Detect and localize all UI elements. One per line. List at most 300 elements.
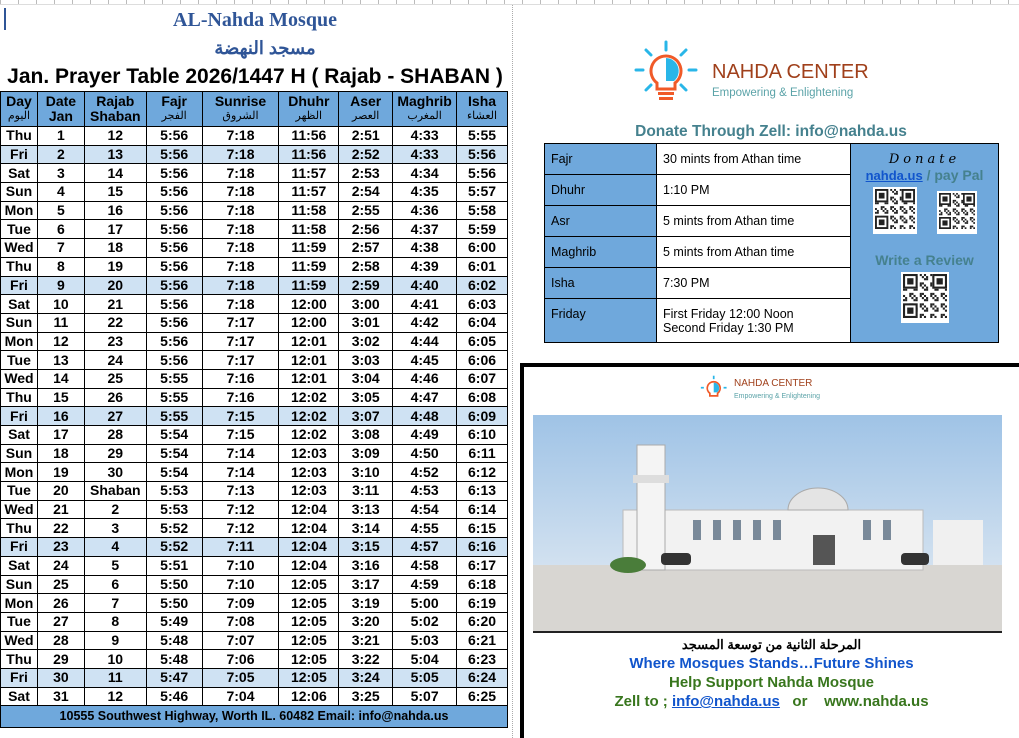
logo-name: NAHDA CENTER — [712, 61, 869, 83]
cell-dhuhr: 12:04 — [279, 519, 339, 538]
col-header-hijri — [84, 92, 146, 127]
cell-fajr: 5:56 — [146, 220, 202, 239]
separator: / — [922, 167, 935, 183]
cell-sunrise: 7:17 — [202, 351, 279, 370]
cell-fajr: 5:51 — [146, 556, 202, 575]
cell-aser: 3:20 — [339, 612, 393, 631]
cell-sunrise: 7:18 — [202, 127, 279, 146]
cell-aser: 3:17 — [339, 575, 393, 594]
cell-dhuhr: 12:01 — [279, 351, 339, 370]
cell-dhuhr: 12:02 — [279, 426, 339, 445]
cell-isha: 5:55 — [457, 127, 508, 146]
iqama-time: 5 mints from Athan time — [657, 206, 851, 237]
col-header-sublabel: Shaban — [90, 108, 141, 124]
cell-day: Wed — [1, 239, 38, 258]
cell-sunrise: 7:17 — [202, 313, 279, 332]
nahda-link[interactable]: nahda.us — [865, 168, 923, 183]
cell-day: Fri — [1, 668, 38, 687]
cell-aser: 3:25 — [339, 687, 393, 706]
small-logo-name: NAHDA CENTER — [734, 378, 813, 389]
cell-sunrise: 7:12 — [202, 519, 279, 538]
cell-day: Thu — [1, 127, 38, 146]
cell-fajr: 5:53 — [146, 482, 202, 501]
cell-date: 24 — [37, 556, 84, 575]
cell-isha: 6:15 — [457, 519, 508, 538]
cell-isha: 6:20 — [457, 612, 508, 631]
cell-sunrise: 7:07 — [202, 631, 279, 650]
cell-maghrib: 4:38 — [393, 239, 457, 258]
cell-date: 23 — [37, 538, 84, 557]
cell-maghrib: 4:46 — [393, 369, 457, 388]
cell-fajr: 5:55 — [146, 388, 202, 407]
cell-aser: 3:04 — [339, 369, 393, 388]
iqama-time: 1:10 PM — [657, 175, 851, 206]
cell-aser: 3:01 — [339, 313, 393, 332]
cell-hijri: 3 — [84, 519, 146, 538]
ruler — [0, 0, 1019, 5]
col-header-sublabel: الشروق — [222, 110, 259, 122]
cell-fajr: 5:56 — [146, 332, 202, 351]
cell-fajr: 5:47 — [146, 668, 202, 687]
table-row — [1, 426, 508, 445]
cell-dhuhr: 12:02 — [279, 388, 339, 407]
table-row — [1, 594, 508, 613]
cell-maghrib: 4:59 — [393, 575, 457, 594]
col-header-date — [37, 92, 84, 127]
cell-isha: 6:03 — [457, 295, 508, 314]
col-header-sublabel: الفجر — [161, 110, 187, 122]
cell-hijri: 8 — [84, 612, 146, 631]
cell-date: 5 — [37, 201, 84, 220]
cell-fajr: 5:49 — [146, 612, 202, 631]
table-row — [1, 183, 508, 202]
cell-aser: 3:05 — [339, 388, 393, 407]
cell-sunrise: 7:18 — [202, 239, 279, 258]
cell-day: Sat — [1, 426, 38, 445]
cell-fajr: 5:54 — [146, 444, 202, 463]
cell-sunrise: 7:06 — [202, 650, 279, 669]
cell-hijri: 16 — [84, 201, 146, 220]
cell-hijri: 6 — [84, 575, 146, 594]
col-header-sublabel: المغرب — [407, 110, 442, 122]
cell-isha: 6:02 — [457, 276, 508, 295]
cell-hijri: 12 — [84, 127, 146, 146]
table-title: Jan. Prayer Table 2026/1447 H ( Rajab - SHABAN ) — [7, 65, 503, 88]
table-row — [1, 519, 508, 538]
cell-date: 2 — [37, 145, 84, 164]
cell-aser: 2:54 — [339, 183, 393, 202]
cell-fajr: 5:54 — [146, 463, 202, 482]
col-header-label: Dhuhr — [288, 93, 330, 109]
cell-fajr: 5:56 — [146, 145, 202, 164]
table-row — [1, 687, 508, 706]
iqama-table — [544, 143, 999, 343]
table-header-row — [1, 92, 508, 127]
cell-dhuhr: 11:59 — [279, 239, 339, 258]
cell-date: 19 — [37, 463, 84, 482]
cell-hijri: 14 — [84, 164, 146, 183]
cell-isha: 6:17 — [457, 556, 508, 575]
cell-dhuhr: 11:56 — [279, 127, 339, 146]
cell-dhuhr: 12:05 — [279, 631, 339, 650]
cell-maghrib: 4:50 — [393, 444, 457, 463]
iqama-prayer: Asr — [545, 206, 657, 237]
cell-maghrib: 4:54 — [393, 500, 457, 519]
cell-sunrise: 7:16 — [202, 388, 279, 407]
cell-day: Sat — [1, 295, 38, 314]
cell-dhuhr: 12:03 — [279, 482, 339, 501]
cell-dhuhr: 11:57 — [279, 183, 339, 202]
cell-aser: 3:13 — [339, 500, 393, 519]
cell-maghrib: 4:34 — [393, 164, 457, 183]
table-row — [1, 500, 508, 519]
cell-date: 26 — [37, 594, 84, 613]
cell-hijri: 25 — [84, 369, 146, 388]
cell-isha: 6:18 — [457, 575, 508, 594]
cell-hijri: Shaban — [84, 482, 146, 501]
cell-isha: 6:00 — [457, 239, 508, 258]
col-header-label: Isha — [468, 93, 497, 109]
cell-fajr: 5:50 — [146, 594, 202, 613]
iqama-row — [545, 144, 999, 175]
cell-hijri: 15 — [84, 183, 146, 202]
cell-aser: 2:56 — [339, 220, 393, 239]
cell-day: Mon — [1, 594, 38, 613]
cell-isha: 5:59 — [457, 220, 508, 239]
cell-date: 8 — [37, 257, 84, 276]
col-header-aser — [339, 92, 393, 127]
iqama-prayer: Friday — [545, 299, 657, 343]
cell-sunrise: 7:18 — [202, 276, 279, 295]
cell-date: 12 — [37, 332, 84, 351]
cell-hijri: 26 — [84, 388, 146, 407]
col-header-sublabel: العصر — [352, 110, 380, 122]
cell-date: 13 — [37, 351, 84, 370]
cell-maghrib: 4:55 — [393, 519, 457, 538]
cell-maghrib: 4:35 — [393, 183, 457, 202]
col-header-maghrib — [393, 92, 457, 127]
cell-date: 6 — [37, 220, 84, 239]
cell-date: 30 — [37, 668, 84, 687]
table-row — [1, 631, 508, 650]
website-text: www.nahda.us — [824, 693, 929, 710]
cell-dhuhr: 11:57 — [279, 164, 339, 183]
cell-isha: 6:25 — [457, 687, 508, 706]
expansion-phase-arabic: المرحلة الثانية من توسعة المسجد — [681, 637, 862, 652]
table-row — [1, 612, 508, 631]
cell-date: 31 — [37, 687, 84, 706]
cell-isha: 6:12 — [457, 463, 508, 482]
cell-maghrib: 5:04 — [393, 650, 457, 669]
cell-hijri: 18 — [84, 239, 146, 258]
cell-dhuhr: 11:58 — [279, 220, 339, 239]
cell-aser: 3:15 — [339, 538, 393, 557]
cell-day: Thu — [1, 388, 38, 407]
cell-isha: 6:16 — [457, 538, 508, 557]
cell-date: 4 — [37, 183, 84, 202]
cell-date: 17 — [37, 426, 84, 445]
col-header-sublabel: الظهر — [295, 110, 323, 122]
cell-fajr: 5:56 — [146, 276, 202, 295]
page-divider — [512, 5, 513, 738]
cell-sunrise: 7:12 — [202, 500, 279, 519]
cell-aser: 3:10 — [339, 463, 393, 482]
cell-hijri: 28 — [84, 426, 146, 445]
cell-maghrib: 4:44 — [393, 332, 457, 351]
cell-day: Sun — [1, 575, 38, 594]
cell-date: 25 — [37, 575, 84, 594]
iqama-prayer: Fajr — [545, 144, 657, 175]
cell-aser: 3:08 — [339, 426, 393, 445]
cell-sunrise: 7:18 — [202, 145, 279, 164]
cell-maghrib: 5:00 — [393, 594, 457, 613]
iqama-prayer: Maghrib — [545, 237, 657, 268]
promo-zell — [524, 693, 1019, 711]
cell-isha: 6:21 — [457, 631, 508, 650]
cell-aser: 2:58 — [339, 257, 393, 276]
promo-support: Help Support Nahda Mosque — [668, 674, 874, 691]
cell-hijri: 11 — [84, 668, 146, 687]
cell-day: Wed — [1, 500, 38, 519]
cell-maghrib: 4:37 — [393, 220, 457, 239]
cell-date: 21 — [37, 500, 84, 519]
cell-hijri: 24 — [84, 351, 146, 370]
cell-aser: 2:55 — [339, 201, 393, 220]
cell-day: Wed — [1, 631, 38, 650]
friday-second: Second Friday 1:30 PM — [663, 320, 794, 335]
cell-date: 18 — [37, 444, 84, 463]
cell-day: Fri — [1, 407, 38, 426]
cell-dhuhr: 12:00 — [279, 295, 339, 314]
cell-hijri: 13 — [84, 145, 146, 164]
table-row — [1, 575, 508, 594]
nahda-center-small-logo — [700, 372, 840, 406]
cell-isha: 6:23 — [457, 650, 508, 669]
cell-date: 11 — [37, 313, 84, 332]
cell-dhuhr: 12:04 — [279, 538, 339, 557]
cell-day: Fri — [1, 145, 38, 164]
cell-isha: 6:09 — [457, 407, 508, 426]
cell-fajr: 5:56 — [146, 183, 202, 202]
cell-fajr: 5:48 — [146, 631, 202, 650]
cell-day: Thu — [1, 650, 38, 669]
cell-date: 27 — [37, 612, 84, 631]
cell-sunrise: 7:14 — [202, 463, 279, 482]
cell-fajr: 5:52 — [146, 519, 202, 538]
cell-hijri: 9 — [84, 631, 146, 650]
cell-fajr: 5:56 — [146, 313, 202, 332]
cell-date: 9 — [37, 276, 84, 295]
cell-sunrise: 7:18 — [202, 201, 279, 220]
col-header-label: Sunrise — [214, 93, 267, 109]
cell-fajr: 5:56 — [146, 239, 202, 258]
nahda-qr-code[interactable] — [873, 187, 917, 234]
cell-hijri: 30 — [84, 463, 146, 482]
cell-sunrise: 7:08 — [202, 612, 279, 631]
cell-isha: 6:13 — [457, 482, 508, 501]
cell-maghrib: 4:39 — [393, 257, 457, 276]
cell-day: Thu — [1, 257, 38, 276]
cell-hijri: 20 — [84, 276, 146, 295]
paypal-label: pay Pal — [934, 167, 984, 183]
cell-day: Sat — [1, 164, 38, 183]
cell-sunrise: 7:10 — [202, 575, 279, 594]
cell-dhuhr: 12:05 — [279, 650, 339, 669]
col-header-sublabel: اليوم — [7, 110, 31, 122]
cell-aser: 2:57 — [339, 239, 393, 258]
cell-dhuhr: 11:59 — [279, 257, 339, 276]
cell-hijri: 21 — [84, 295, 146, 314]
col-header-sublabel: العشاء — [467, 110, 498, 122]
cell-dhuhr: 11:56 — [279, 145, 339, 164]
cell-sunrise: 7:11 — [202, 538, 279, 557]
review-qr-code[interactable] — [901, 272, 949, 323]
address-footer: 10555 Southwest Highway, Worth IL. 60482 Email: info@nahda.us — [1, 706, 508, 728]
paypal-qr-code[interactable] — [937, 191, 977, 234]
table-row — [1, 463, 508, 482]
zell-prefix: Zell to ; — [614, 693, 672, 710]
cell-maghrib: 4:47 — [393, 388, 457, 407]
table-row — [1, 295, 508, 314]
cell-maghrib: 4:45 — [393, 351, 457, 370]
cell-dhuhr: 12:06 — [279, 687, 339, 706]
cell-day: Tue — [1, 612, 38, 631]
cell-maghrib: 4:40 — [393, 276, 457, 295]
cell-maghrib: 5:03 — [393, 631, 457, 650]
cell-aser: 3:02 — [339, 332, 393, 351]
cell-isha: 6:07 — [457, 369, 508, 388]
cell-aser: 3:14 — [339, 519, 393, 538]
write-review-label: Write a Review — [875, 252, 974, 268]
cell-sunrise: 7:18 — [202, 257, 279, 276]
or-text: or — [779, 693, 825, 710]
cell-dhuhr: 12:05 — [279, 668, 339, 687]
iqama-time: 5 mints from Athan time — [657, 237, 851, 268]
cell-day: Fri — [1, 276, 38, 295]
cell-aser: 2:51 — [339, 127, 393, 146]
small-logo-tagline: Empowering & Enlightening — [734, 393, 820, 400]
cell-dhuhr: 12:03 — [279, 444, 339, 463]
table-row — [1, 482, 508, 501]
cell-isha: 5:56 — [457, 145, 508, 164]
cell-hijri: 22 — [84, 313, 146, 332]
cell-hijri: 10 — [84, 650, 146, 669]
cell-isha: 6:19 — [457, 594, 508, 613]
cell-dhuhr: 12:01 — [279, 369, 339, 388]
table-row — [1, 164, 508, 183]
cell-isha: 5:56 — [457, 164, 508, 183]
cell-dhuhr: 12:02 — [279, 407, 339, 426]
table-row — [1, 313, 508, 332]
cell-maghrib: 4:36 — [393, 201, 457, 220]
cell-date: 28 — [37, 631, 84, 650]
mosque-title-arabic: مسجد النهضة — [214, 38, 316, 58]
mosque-title: AL-Nahda Mosque — [173, 9, 337, 31]
cell-date: 10 — [37, 295, 84, 314]
cell-maghrib: 4:57 — [393, 538, 457, 557]
cell-day: Tue — [1, 220, 38, 239]
table-row — [1, 556, 508, 575]
cell-fajr: 5:55 — [146, 369, 202, 388]
iqama-prayer: Dhuhr — [545, 175, 657, 206]
cell-sunrise: 7:18 — [202, 220, 279, 239]
table-row — [1, 407, 508, 426]
cell-aser: 2:53 — [339, 164, 393, 183]
cell-fajr: 5:54 — [146, 426, 202, 445]
cell-sunrise: 7:14 — [202, 444, 279, 463]
lightbulb-icon — [634, 40, 704, 106]
cell-maghrib: 4:48 — [393, 407, 457, 426]
iqama-time — [657, 299, 851, 343]
cell-sunrise: 7:18 — [202, 164, 279, 183]
cell-aser: 2:52 — [339, 145, 393, 164]
table-row — [1, 351, 508, 370]
cell-hijri: 12 — [84, 687, 146, 706]
cell-day: Mon — [1, 201, 38, 220]
table-row — [1, 257, 508, 276]
cell-maghrib: 5:07 — [393, 687, 457, 706]
cell-isha: 6:04 — [457, 313, 508, 332]
cell-sunrise: 7:09 — [202, 594, 279, 613]
cell-hijri: 4 — [84, 538, 146, 557]
cell-maghrib: 4:53 — [393, 482, 457, 501]
table-row — [1, 332, 508, 351]
cell-fajr: 5:56 — [146, 257, 202, 276]
zell-email-link[interactable]: info@nahda.us — [671, 693, 780, 710]
cell-day: Mon — [1, 332, 38, 351]
cell-isha: 6:01 — [457, 257, 508, 276]
cell-sunrise: 7:18 — [202, 295, 279, 314]
donate-heading: Donate Through Zell: info@nahda.us — [635, 123, 907, 140]
cell-date: 15 — [37, 388, 84, 407]
cell-maghrib: 4:41 — [393, 295, 457, 314]
col-header-label: Maghrib — [397, 93, 452, 109]
table-row — [1, 220, 508, 239]
cell-day: Thu — [1, 519, 38, 538]
cell-fajr: 5:55 — [146, 407, 202, 426]
cell-dhuhr: 12:05 — [279, 612, 339, 631]
cell-day: Tue — [1, 482, 38, 501]
cell-aser: 3:09 — [339, 444, 393, 463]
col-header-isha — [457, 92, 508, 127]
cell-fajr: 5:56 — [146, 164, 202, 183]
table-row — [1, 201, 508, 220]
promo-slogan: Where Mosques Stands…Future Shines — [629, 655, 914, 672]
cell-aser: 3:00 — [339, 295, 393, 314]
cell-hijri: 29 — [84, 444, 146, 463]
cell-maghrib: 4:33 — [393, 145, 457, 164]
cell-isha: 6:05 — [457, 332, 508, 351]
cell-hijri: 17 — [84, 220, 146, 239]
table-row — [1, 650, 508, 669]
cell-date: 22 — [37, 519, 84, 538]
cell-isha: 6:08 — [457, 388, 508, 407]
cell-isha: 6:10 — [457, 426, 508, 445]
cell-hijri: 7 — [84, 594, 146, 613]
cell-sunrise: 7:05 — [202, 668, 279, 687]
cell-dhuhr: 11:58 — [279, 201, 339, 220]
cell-dhuhr: 12:04 — [279, 556, 339, 575]
cell-fajr: 5:50 — [146, 575, 202, 594]
table-row — [1, 538, 508, 557]
cell-hijri: 5 — [84, 556, 146, 575]
cell-maghrib: 5:02 — [393, 612, 457, 631]
cell-isha: 6:24 — [457, 668, 508, 687]
cell-maghrib: 4:52 — [393, 463, 457, 482]
cell-sunrise: 7:17 — [202, 332, 279, 351]
cell-sunrise: 7:18 — [202, 183, 279, 202]
cell-isha: 6:11 — [457, 444, 508, 463]
